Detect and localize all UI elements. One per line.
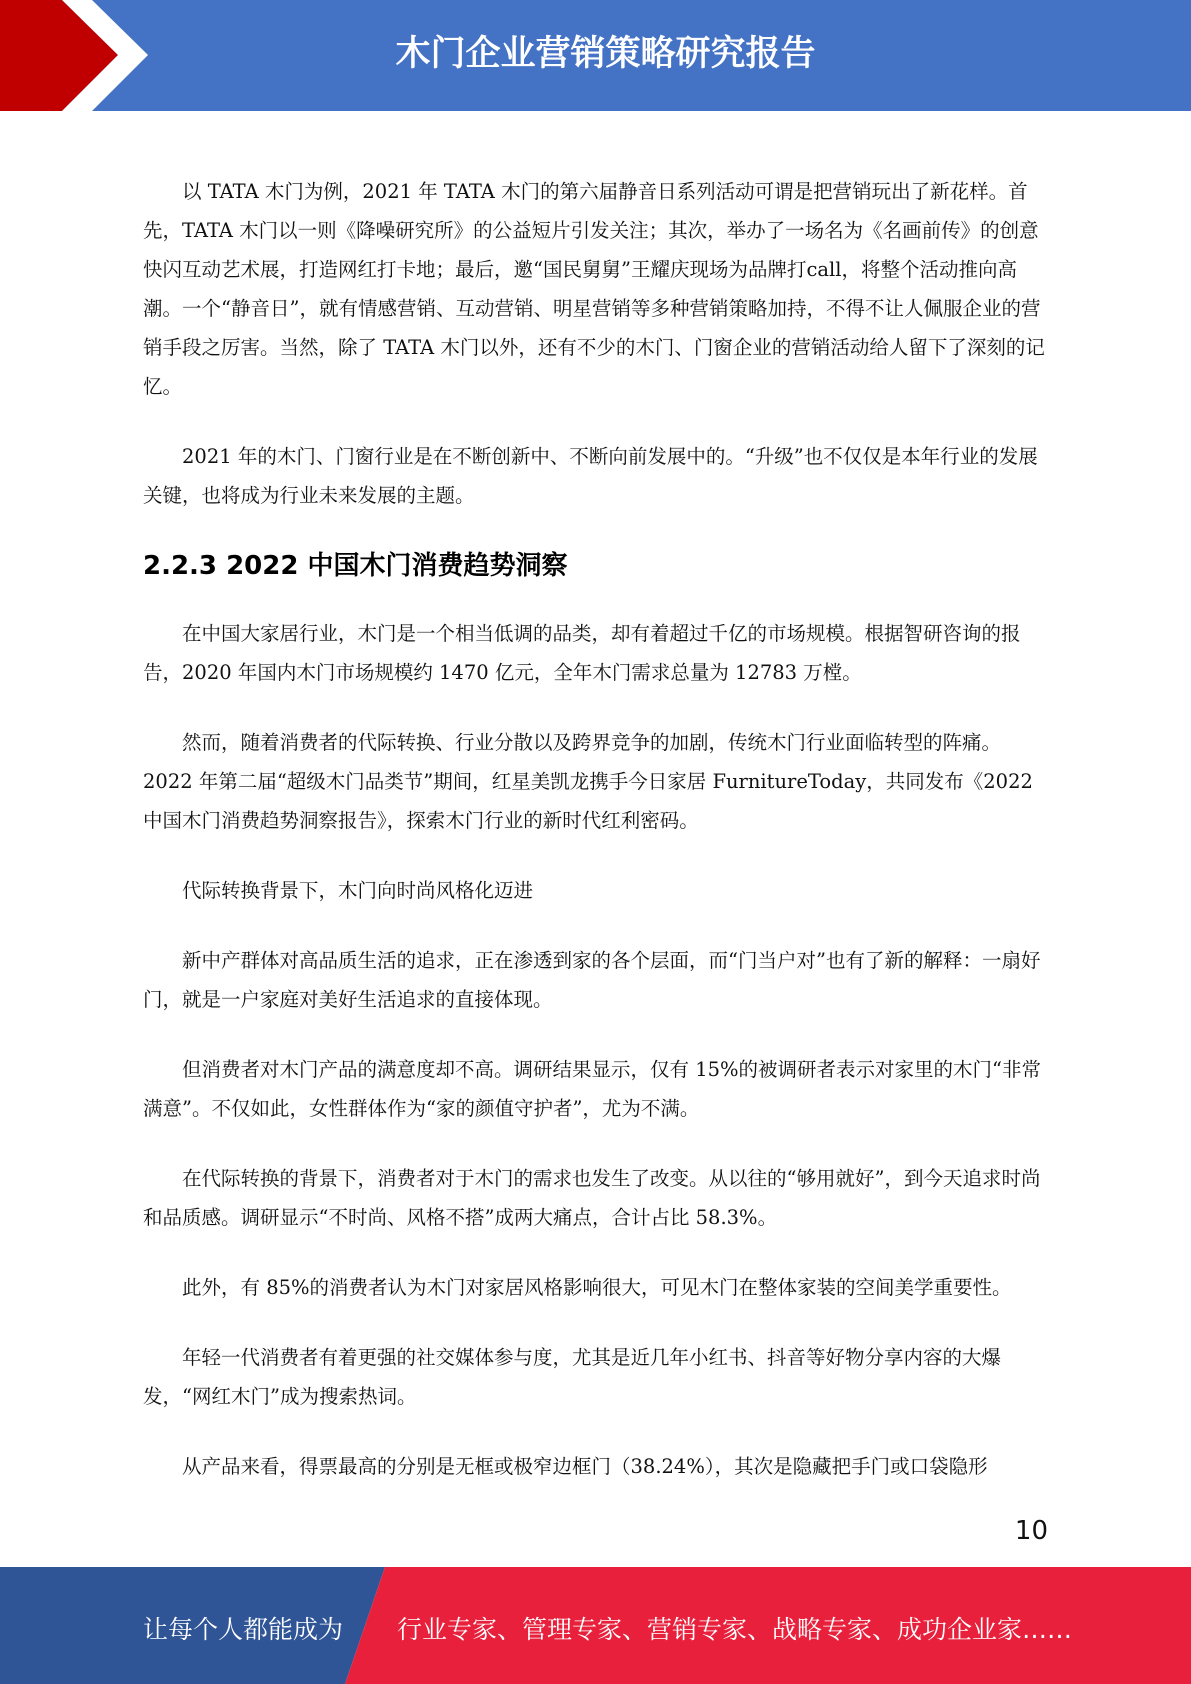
page-number: 10 [1014, 1516, 1048, 1546]
paragraph: 以 TATA 木门为例，2021 年 TATA 木门的第六届静音日系列活动可谓是把营销玩出了新花样。首先，TATA 木门以一则《降噪研究所》的公益短片引发关注；其次，举办了一场名为《名画前传》的创意快闪互动艺术展，打造网红打卡地；最后，邀“国民舅舅”王耀庆现场为品牌打call，将整个活动推向高潮。一个“静音日”，就有情感营销、互动营销、明星营销等多种营销策略加持，不得不让人佩服企业的营销手段之厉害。当然，除了 TATA 木门以外，还有不少的木门、门窗企业的营销活动给人留下了深刻的记忆。 [143, 180, 1045, 398]
document-body [143, 172, 1048, 1517]
footer-slogan-left: 让每个人都能成为 [143, 1615, 344, 1644]
page-footer [0, 1567, 1191, 1684]
paragraph: 年轻一代消费者有着更强的社交媒体参与度，尤其是近几年小红书、抖音等好物分享内容的大爆发，“网红木门”成为搜索热词。 [143, 1346, 1002, 1408]
paragraph: 在中国大家居行业，木门是一个相当低调的品类，却有着超过千亿的市场规模。根据智研咨询的报告，2020 年国内木门市场规模约 1470 亿元，全年木门需求总量为 12783 万樘。 [143, 622, 1021, 684]
footer-slogan-right: 行业专家、管理专家、营销专家、战略专家、成功企业家…… [397, 1615, 1073, 1644]
section-heading: 2.2.3 2022 中国木门消费趋势洞察 [143, 551, 568, 581]
paragraph: 在代际转换的背景下，消费者对于木门的需求也发生了改变。从以往的“够用就好”，到今天追求时尚和品质感。调研显示“不时尚、风格不搭”成两大痛点，合计占比 58.3%。 [143, 1167, 1041, 1229]
paragraph: 代际转换背景下，木门向时尚风格化迈进 [182, 879, 534, 902]
page-header [0, 0, 1191, 111]
paragraph: 从产品来看，得票最高的分别是无框或极窄边框门（38.24%），其次是隐藏把手门或口袋隐形 [182, 1455, 988, 1478]
paragraph: 此外，有 85%的消费者认为木门对家居风格影响很大，可见木门在整体家装的空间美学重要性。 [182, 1276, 1012, 1299]
paragraph: 2021 年的木门、门窗行业是在不断创新中、不断向前发展中的。“升级”也不仅仅是本年行业的发展关键，也将成为行业未来发展的主题。 [143, 445, 1038, 507]
paragraph: 但消费者对木门产品的满意度却不高。调研结果显示，仅有 15%的被调研者表示对家里的木门“非常满意”。不仅如此，女性群体作为“家的颜值守护者”，尤为不满。 [143, 1058, 1042, 1120]
paragraph: 新中产群体对高品质生活的追求，正在渗透到家的各个层面，而“门当户对”也有了新的解释：一扇好门，就是一户家庭对美好生活追求的直接体现。 [143, 949, 1041, 1011]
paragraph: 然而，随着消费者的代际转换、行业分散以及跨界竞争的加剧，传统木门行业面临转型的阵痛。2022 年第二届“超级木门品类节”期间，红星美凯龙携手今日家居 FurnitureToday，共同发布《2022 中国木门消费趋势洞察报告》，探索木门行业的新时代红利密码。 [143, 731, 1033, 832]
header-title: 木门企业营销策略研究报告 [395, 34, 816, 74]
